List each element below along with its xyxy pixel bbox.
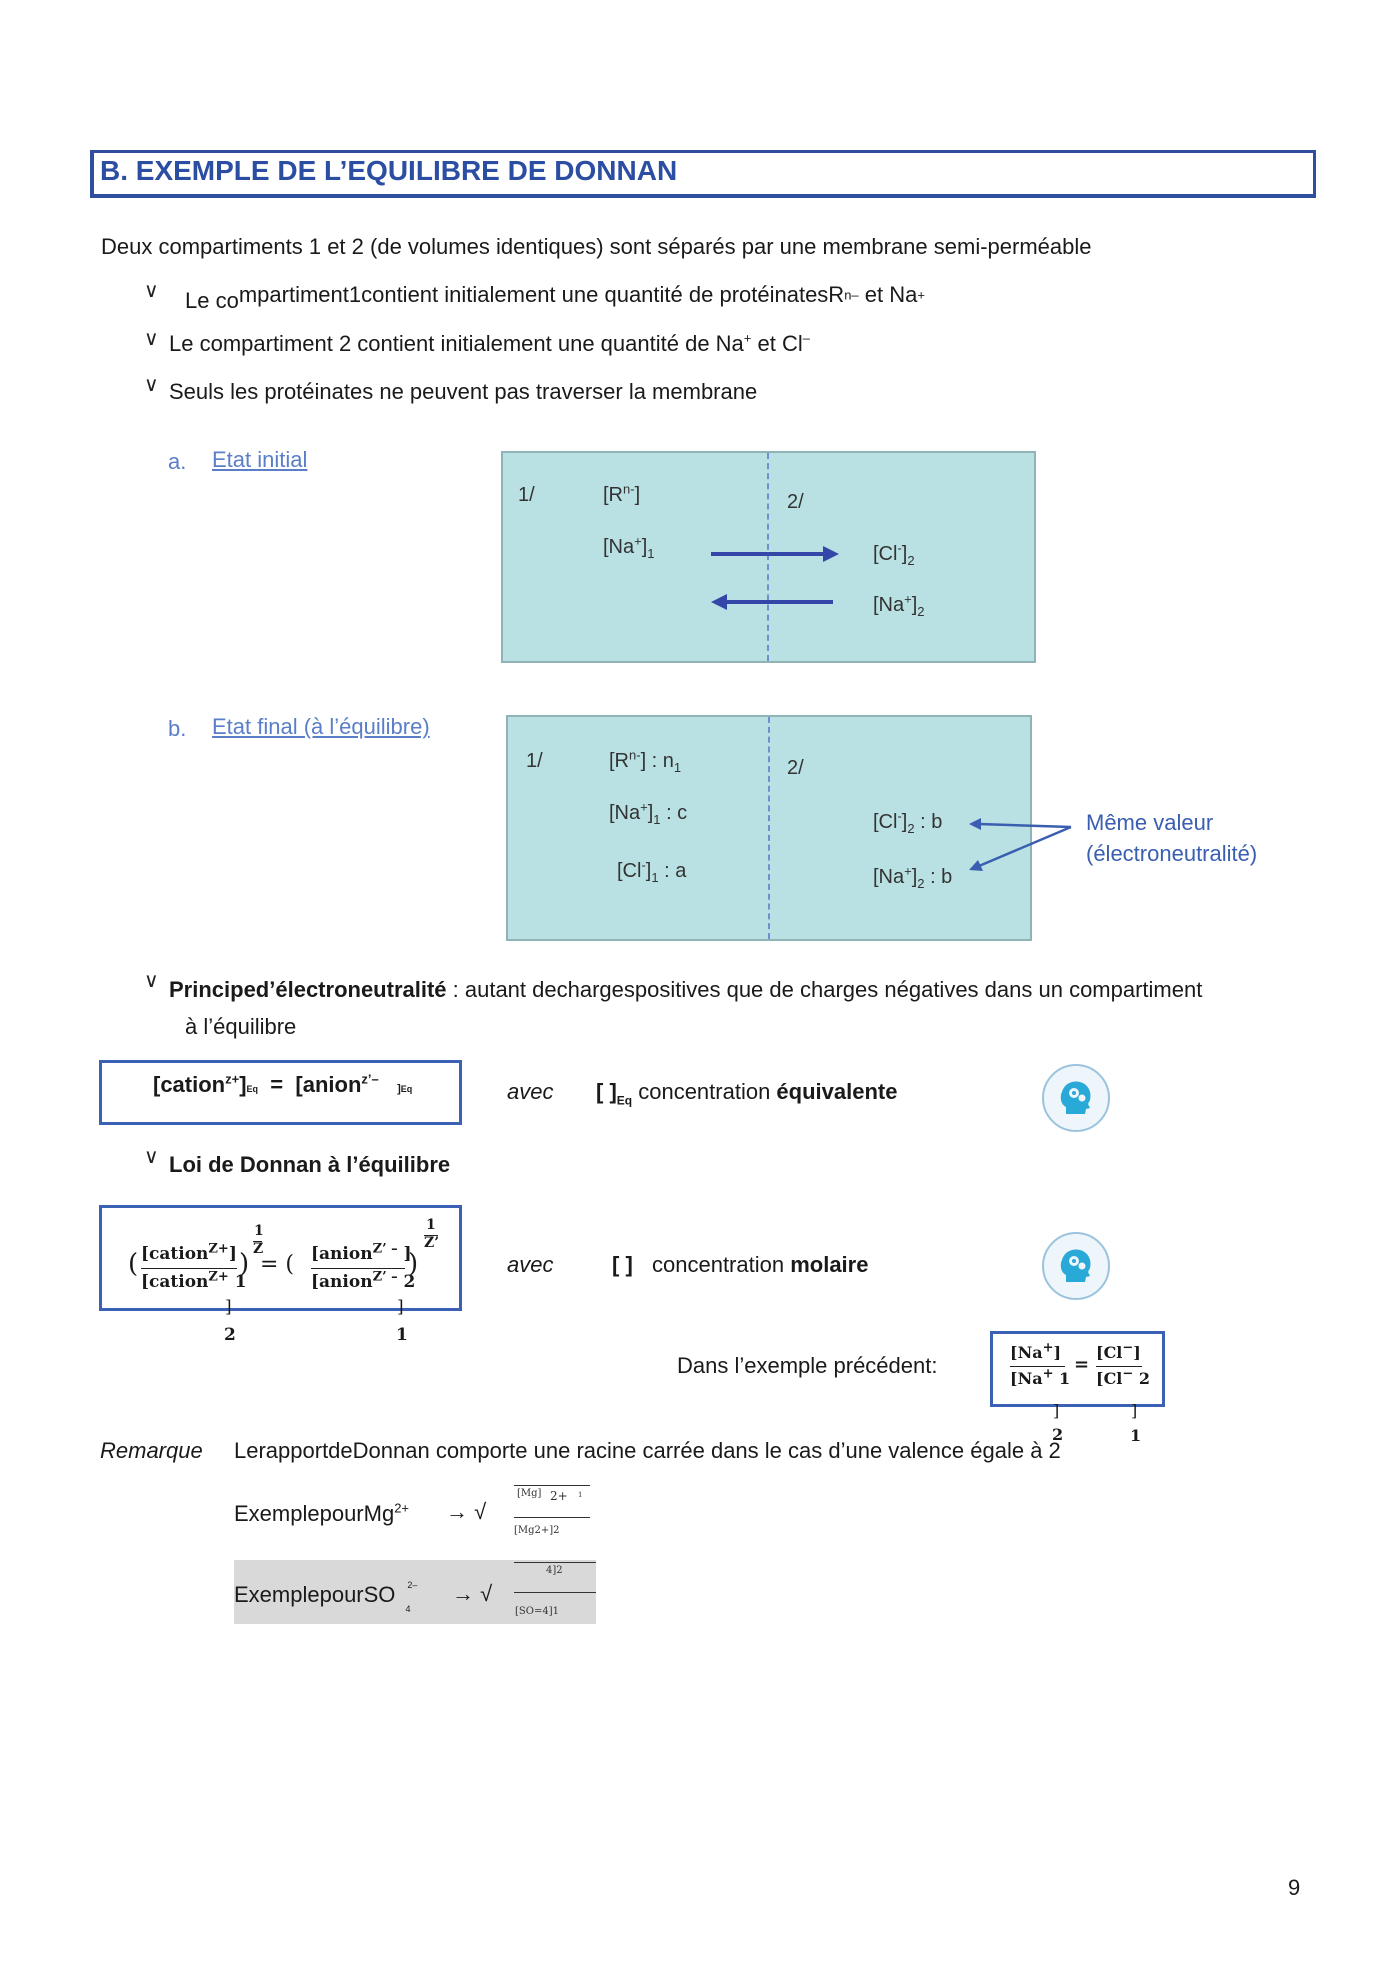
remark-text: LerapportdeDonnan comporte une racine carrée dans le cas d’une valence égale à 2 [234,1438,1061,1463]
electroneutrality-formula: [cation$^{z+}$]Eq = [anion$^{z’-}$ ]Eq [153,1071,413,1097]
check-icon: ∨ [144,328,159,350]
example-mg: ExemplepourMg$^{2+}$ [234,1500,410,1526]
check-icon: ∨ [144,280,159,302]
avec-label: avec [507,1252,554,1277]
check-icon: ∨ [144,1146,159,1168]
compartment-1-label: 1/ [518,484,535,506]
example-mg-arrow: → √ [446,1499,487,1524]
proteinate-label: $[R^{n-}]$ [603,481,641,506]
section-title: B. EXEMPLE DE L’EQUILIBRE DE DONNAN [100,155,678,186]
cl-1-label: $[Cl^-]_1$ : a [617,857,687,885]
state-initial-letter: a. [168,449,187,474]
na-1-label: $[Na^+]_1$ : c [609,799,688,827]
bullet-2: Le compartiment 2 contient initialement une quantité de Na+ et Cl– [169,330,810,356]
check-icon: ∨ [144,374,159,396]
proteinate-label: $[R^{n-}]$ : $n_1$ [609,747,682,775]
intro-text: Deux compartiments 1 et 2 (de volumes identiques) sont séparés par une membrane semi-perméable [101,234,1092,259]
page-number: 9 [1288,1875,1301,1900]
na-1-label: $[Na^+]_1$ [603,533,655,561]
same-value-arrows [965,815,1085,875]
principle-text: Principed’électroneutralité : autant dechargespositives que de charges négatives dans un compartiment [169,977,1203,1002]
bullet-1: Le compartiment1contient initialement une quantité de protéinatesR$^{n-}$ et Na+ [185,282,925,313]
example-so4-formula: 4]2 [SO=4]1 [512,1565,596,1621]
donnan-law-label: Loi de Donnan à l’équilibre [169,1152,451,1177]
diffusion-arrows [705,540,845,620]
membrane-divider [768,717,770,939]
check-icon: ∨ [144,970,159,992]
principle-text-line2: à l’équilibre [185,1014,297,1039]
molar-concentration-def: concentration molaire [652,1252,869,1277]
example-mg-formula: [Mg] 2+ 1 [Mg2+]2 [512,1488,592,1540]
state-final-label: Etat final (à l’équilibre) [212,714,430,739]
bullet-3: Seuls les protéinates ne peuvent pas traverser la membrane [169,379,758,404]
brain-gears-icon [1042,1064,1110,1132]
molar-bracket: [ ] [612,1252,633,1277]
state-final-letter: b. [168,716,187,741]
brain-gears-icon [1042,1232,1110,1300]
note-same-value: Même valeur [1086,810,1214,835]
na-2-label: $[Na^+]_2$ [873,591,925,619]
cl-2-label: $[Cl^-]_2$ [873,540,915,568]
cl-2-label: $[Cl^-]_2$ : b [873,808,943,836]
donnan-formula: ( [cation$^{Z+}$] [cation$^{Z+}$ 1 ) 1 Z = ( [anion$^{Z’ -}$ ] [anion$^{Z’ -}$ 2 ) 1 Z’ ] 2 ] 1 [128,1217,440,1345]
example-formula: [Na+] [Na+ 1 = [Cl−] [Cl− 2 ] 2 ] 1 [1010,1340,1150,1445]
example-label: Dans l’exemple précédent: [677,1353,938,1378]
note-electroneutrality: (électroneutralité) [1086,841,1258,866]
example-so4-arrow: → √ [452,1581,493,1606]
eq-concentration-def: [ ]$_{Eq}$ concentration équivalente [596,1079,898,1108]
compartment-1-label: 1/ [526,750,543,772]
state-initial-label: Etat initial [212,447,308,472]
compartment-2-label: 2/ [787,757,804,779]
na-2-label: $[Na^+]_2$ : b [873,863,953,891]
avec-label: avec [507,1079,554,1104]
remark-label: Remarque [100,1438,203,1463]
example-so4: ExemplepourSO $^{2-}_4$ [234,1580,418,1614]
compartment-2-label: 2/ [787,491,804,513]
